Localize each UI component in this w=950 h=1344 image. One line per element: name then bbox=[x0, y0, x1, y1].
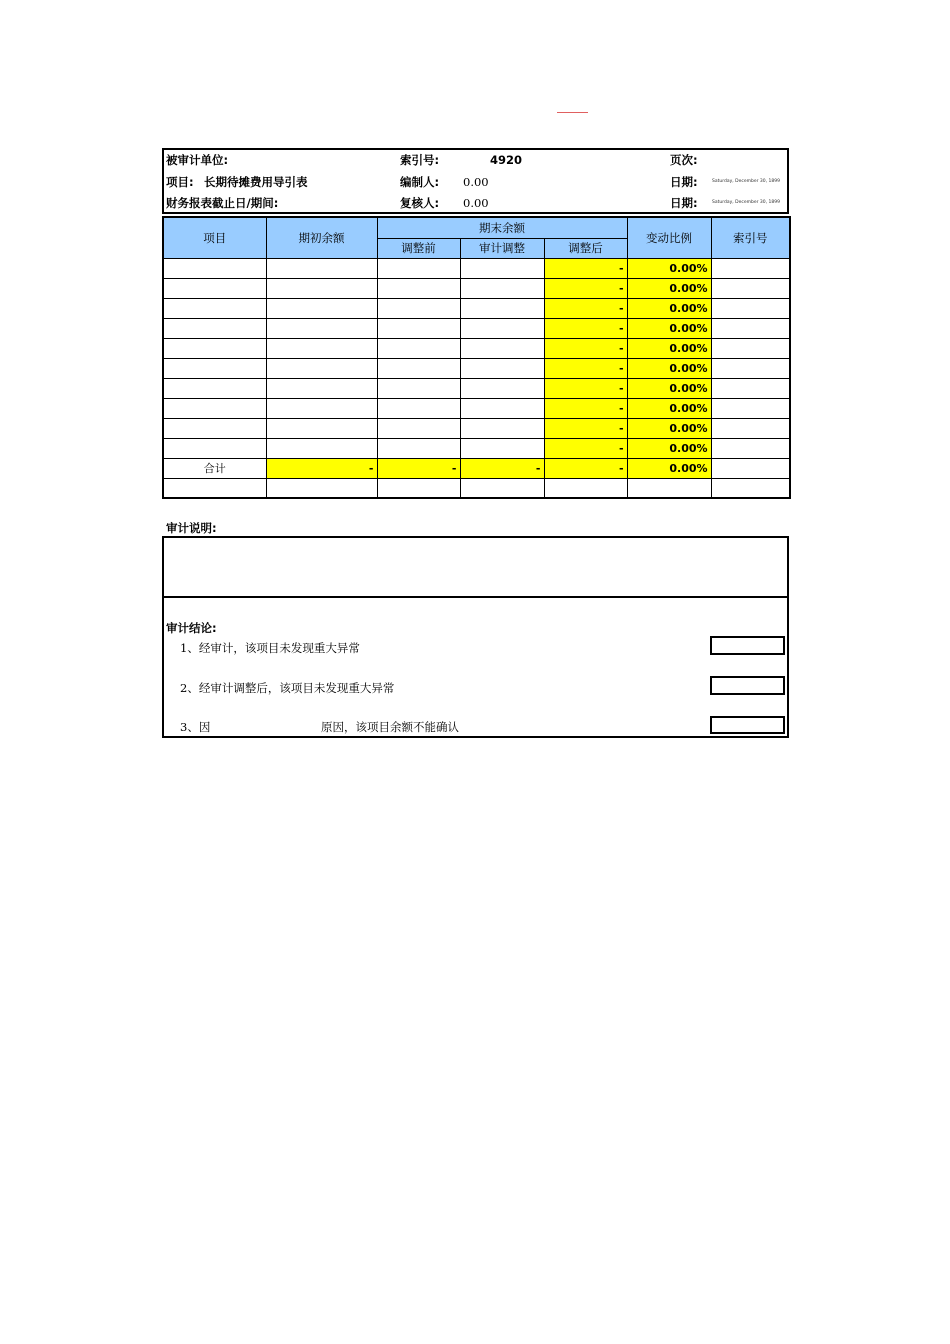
cell-after: - bbox=[544, 299, 627, 319]
cell-after: - bbox=[544, 399, 627, 419]
guide-table bbox=[162, 216, 791, 499]
project-value: 长期待摊费用导引表 bbox=[204, 175, 308, 189]
cell-before[interactable] bbox=[377, 479, 460, 498]
date-value-2: Saturday, December 30, 1899 bbox=[712, 200, 780, 205]
cell-ratio: 0.00% bbox=[627, 399, 711, 419]
conclusion-3-suffix: 原因，该项目余额不能确认 bbox=[321, 720, 459, 734]
decorative-red-line bbox=[557, 112, 588, 113]
cell-ratio: 0.00% bbox=[627, 419, 711, 439]
cell-after: - bbox=[544, 379, 627, 399]
cell-ratio: 0.00% bbox=[627, 279, 711, 299]
table-row bbox=[163, 359, 790, 379]
cell-before[interactable] bbox=[377, 339, 460, 359]
period-label: 财务报表截止日/期间: bbox=[166, 196, 279, 210]
preparer-label: 编制人: bbox=[400, 175, 440, 189]
index-value: 4920 bbox=[490, 153, 523, 167]
date-label-1: 日期: bbox=[670, 175, 698, 189]
cell-before[interactable] bbox=[377, 299, 460, 319]
reviewer-value: 0.00 bbox=[463, 196, 489, 210]
table-row bbox=[163, 439, 790, 459]
col-before-adj-header: 调整前 bbox=[377, 239, 460, 259]
cell-index[interactable] bbox=[711, 439, 790, 459]
conclusion-1: 1、经审计，该项目未发现重大异常 bbox=[180, 641, 360, 655]
cell-audit-adj[interactable] bbox=[460, 359, 544, 379]
cell-ratio: 0.00% bbox=[627, 319, 711, 339]
cell-after: - bbox=[544, 439, 627, 459]
total-audit-adj: - bbox=[460, 459, 544, 479]
cell-ratio: 0.00% bbox=[627, 379, 711, 399]
cell-opening[interactable] bbox=[266, 279, 377, 299]
table-row bbox=[163, 479, 790, 498]
cell-item[interactable] bbox=[163, 259, 266, 279]
col-closing-group-header: 期末余额 bbox=[377, 217, 627, 239]
cell-after: - bbox=[544, 319, 627, 339]
cell-index[interactable] bbox=[711, 419, 790, 439]
cell-after[interactable] bbox=[544, 479, 627, 498]
cell-opening[interactable] bbox=[266, 339, 377, 359]
conclusion-3-checkbox[interactable] bbox=[710, 716, 785, 734]
cell-opening[interactable] bbox=[266, 259, 377, 279]
cell-after: - bbox=[544, 279, 627, 299]
cell-item[interactable] bbox=[163, 319, 266, 339]
date-label-2: 日期: bbox=[670, 196, 698, 210]
reviewer-label: 复核人: bbox=[400, 196, 440, 210]
total-index[interactable] bbox=[711, 459, 790, 479]
total-label: 合计 bbox=[163, 459, 266, 479]
project-label: 项目: bbox=[166, 175, 194, 189]
total-row bbox=[163, 459, 790, 479]
cell-ratio: 0.00% bbox=[627, 359, 711, 379]
cell-index[interactable] bbox=[711, 259, 790, 279]
total-opening: - bbox=[266, 459, 377, 479]
cell-ratio: 0.00% bbox=[627, 439, 711, 459]
cell-item[interactable] bbox=[163, 439, 266, 459]
cell-audit-adj[interactable] bbox=[460, 479, 544, 498]
cell-item[interactable] bbox=[163, 339, 266, 359]
cell-ratio: 0.00% bbox=[627, 339, 711, 359]
cell-after: - bbox=[544, 359, 627, 379]
cell-audit-adj[interactable] bbox=[460, 319, 544, 339]
date-value-1: Saturday, December 30, 1899 bbox=[712, 179, 780, 184]
preparer-value: 0.00 bbox=[463, 175, 489, 189]
header-block bbox=[162, 148, 789, 214]
cell-before[interactable] bbox=[377, 279, 460, 299]
cell-before[interactable] bbox=[377, 359, 460, 379]
table-row bbox=[163, 379, 790, 399]
conclusion-1-checkbox[interactable] bbox=[710, 636, 785, 655]
conclusion-2-checkbox[interactable] bbox=[710, 676, 785, 695]
cell-after: - bbox=[544, 259, 627, 279]
table-row bbox=[163, 339, 790, 359]
cell-index[interactable] bbox=[711, 379, 790, 399]
cell-audit-adj[interactable] bbox=[460, 259, 544, 279]
cell-opening[interactable] bbox=[266, 299, 377, 319]
col-audit-adj-header: 审计调整 bbox=[460, 239, 544, 259]
col-opening-header: 期初余额 bbox=[266, 217, 377, 259]
table-row bbox=[163, 399, 790, 419]
cell-audit-adj[interactable] bbox=[460, 439, 544, 459]
cell-audit-adj[interactable] bbox=[460, 419, 544, 439]
cell-opening[interactable] bbox=[266, 379, 377, 399]
notes-block bbox=[162, 536, 789, 738]
cell-index[interactable] bbox=[711, 399, 790, 419]
conclusion-2: 2、经审计调整后，该项目未发现重大异常 bbox=[180, 681, 395, 695]
cell-ratio: 0.00% bbox=[627, 299, 711, 319]
audit-explanation-title: 审计说明: bbox=[166, 521, 217, 535]
table-row bbox=[163, 259, 790, 279]
cell-after: - bbox=[544, 339, 627, 359]
cell-opening[interactable] bbox=[266, 479, 377, 498]
cell-opening[interactable] bbox=[266, 359, 377, 379]
cell-ratio: 0.00% bbox=[627, 259, 711, 279]
index-label: 索引号: bbox=[400, 153, 440, 167]
cell-item[interactable] bbox=[163, 359, 266, 379]
cell-item[interactable] bbox=[163, 299, 266, 319]
cell-opening[interactable] bbox=[266, 399, 377, 419]
table-row bbox=[163, 299, 790, 319]
cell-audit-adj[interactable] bbox=[460, 379, 544, 399]
notes-divider bbox=[164, 596, 787, 598]
cell-audit-adj[interactable] bbox=[460, 299, 544, 319]
cell-item[interactable] bbox=[163, 399, 266, 419]
cell-item[interactable] bbox=[163, 279, 266, 299]
total-after: - bbox=[544, 459, 627, 479]
cell-item[interactable] bbox=[163, 479, 266, 498]
cell-index[interactable] bbox=[711, 319, 790, 339]
cell-index[interactable] bbox=[711, 339, 790, 359]
cell-audit-adj[interactable] bbox=[460, 339, 544, 359]
cell-before[interactable] bbox=[377, 419, 460, 439]
cell-audit-adj[interactable] bbox=[460, 279, 544, 299]
total-before: - bbox=[377, 459, 460, 479]
audited-unit-label: 被审计单位: bbox=[166, 153, 229, 167]
col-change-ratio-header: 变动比例 bbox=[627, 217, 711, 259]
cell-before[interactable] bbox=[377, 399, 460, 419]
cell-before[interactable] bbox=[377, 379, 460, 399]
table-row bbox=[163, 279, 790, 299]
cell-ratio[interactable] bbox=[627, 479, 711, 498]
cell-audit-adj[interactable] bbox=[460, 399, 544, 419]
cell-opening[interactable] bbox=[266, 419, 377, 439]
page-label: 页次: bbox=[670, 153, 698, 167]
cell-index[interactable] bbox=[711, 299, 790, 319]
cell-item[interactable] bbox=[163, 379, 266, 399]
cell-opening[interactable] bbox=[266, 319, 377, 339]
table-row bbox=[163, 419, 790, 439]
cell-before[interactable] bbox=[377, 439, 460, 459]
total-ratio: 0.00% bbox=[627, 459, 711, 479]
audit-conclusion-title: 审计结论: bbox=[166, 621, 217, 635]
cell-index[interactable] bbox=[711, 359, 790, 379]
cell-index[interactable] bbox=[711, 479, 790, 498]
col-item-header: 项目 bbox=[163, 217, 266, 259]
cell-opening[interactable] bbox=[266, 439, 377, 459]
col-after-adj-header: 调整后 bbox=[544, 239, 627, 259]
cell-after: - bbox=[544, 419, 627, 439]
col-index-header: 索引号 bbox=[711, 217, 790, 259]
cell-item[interactable] bbox=[163, 419, 266, 439]
cell-before[interactable] bbox=[377, 319, 460, 339]
cell-index[interactable] bbox=[711, 279, 790, 299]
conclusion-3-prefix: 3、因 bbox=[180, 720, 211, 734]
table-row bbox=[163, 319, 790, 339]
cell-before[interactable] bbox=[377, 259, 460, 279]
